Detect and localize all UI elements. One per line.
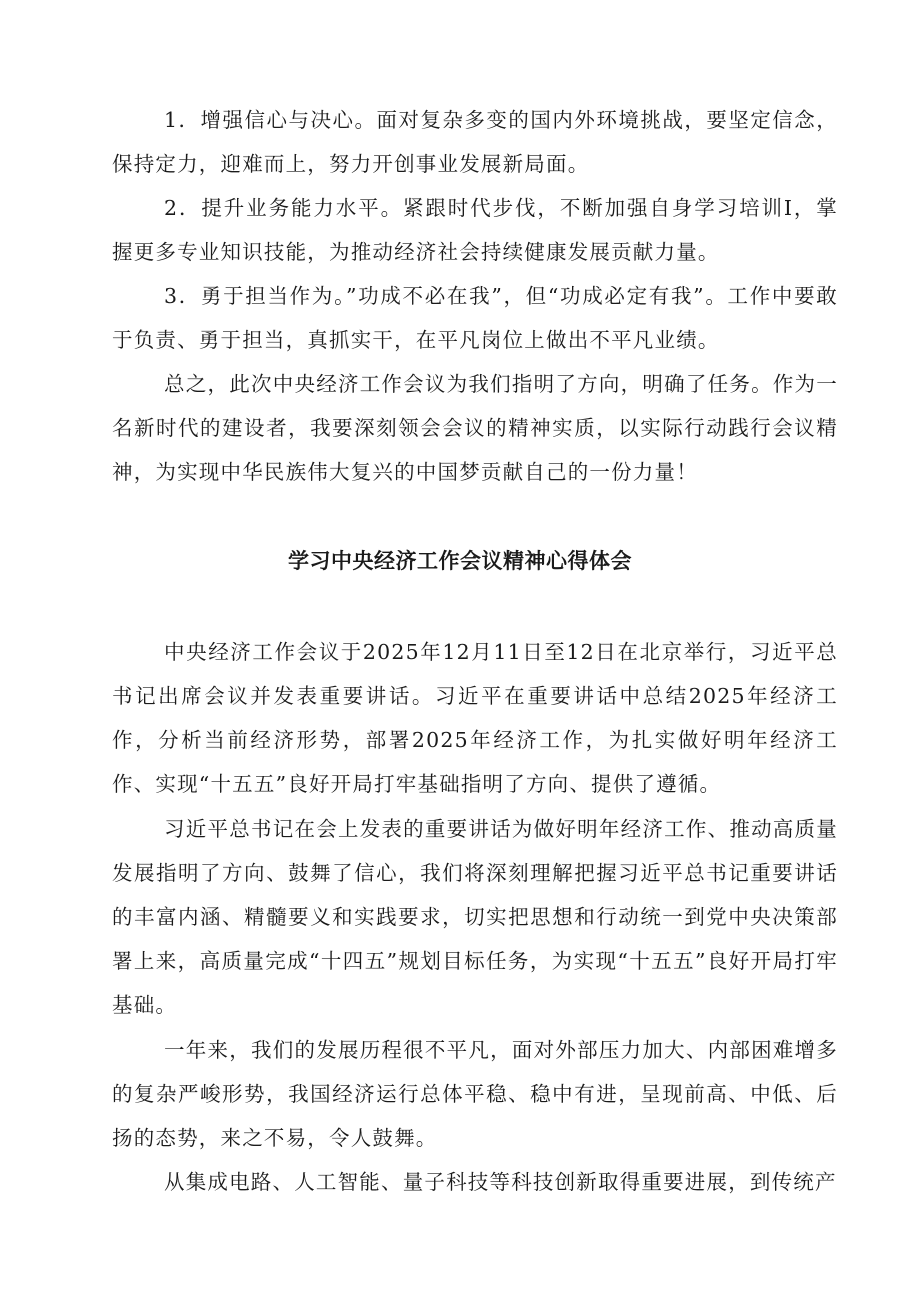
list-item-2: 2．提升业务能力水平。紧跟时代步伐，不断加强自身学习培训I，掌握更多专业知识技能，为推动经济社会持续健康发展贡献力量。 [112, 196, 838, 264]
list-item-3: 3．勇于担当作为。”功成不必在我”，但“功成必定有我”。工作中要敢于负责、勇于担当，真抓实干，在平凡岗位上做出不平凡业绩。 [112, 284, 838, 352]
article-paragraph-4: 从集成电路、人工智能、量子科技等科技创新取得重要进展，到传统产 [164, 1170, 837, 1194]
article-paragraph-2: 习近平总书记在会上发表的重要讲话为做好明年经济工作、推动高质量发展指明了方向、鼓舞了信心，我们将深刻理解把握习近平总书记重要讲话的丰富内涵、精髓要义和实践要求，切实把思想和行动统一到党中央决策部署上来，高质量完成“十四五”规划目标任务，为实现“十五五”良好开局打牢基础。 [112, 817, 838, 1017]
conclusion-paragraph: 总之，此次中央经济工作会议为我们指明了方向，明确了任务。作为一名新时代的建设者，我要深刻领会会议的精神实质，以实际行动践行会议精神，为实现中华民族伟大复兴的中国梦贡献自己的一份力量！ [112, 372, 838, 484]
article-title: 学习中央经济工作会议精神心得体会 [288, 549, 632, 573]
list-item-1: 1．增强信心与决心。面对复杂多变的国内外环境挑战，要坚定信念，保持定力，迎难而上，努力开创事业发展新局面。 [112, 108, 838, 176]
article-paragraph-1: 中央经济工作会议于2025年12月11日至12日在北京举行，习近平总书记出席会议并发表重要讲话。习近平在重要讲话中总结2025年经济工作，分析当前经济形势，部署2025年经济工作，为扎实做好明年经济工作、实现“十五五”良好开局打牢基础指明了方向、提供了遵循。 [112, 640, 838, 796]
article-paragraph-3: 一年来，我们的发展历程很不平凡，面对外部压力加大、内部困难增多的复杂严峻形势，我国经济运行总体平稳、稳中有进，呈现前高、中低、后扬的态势，来之不易，令人鼓舞。 [112, 1038, 838, 1150]
